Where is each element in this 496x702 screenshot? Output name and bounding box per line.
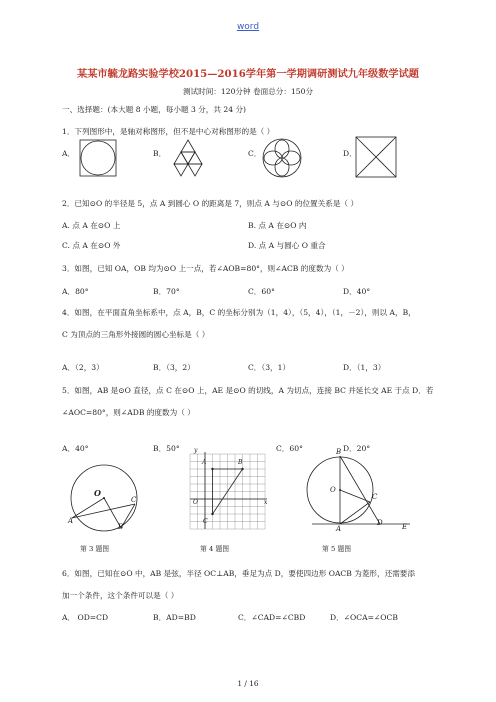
- q6-stem-line1: 6．如图，已知在⊙O 中，AB 是弦，半径 OC⊥AB，垂足为点 D，要使四边形 OACB 为菱形，还需要添: [62, 569, 415, 578]
- fig4-label-y: y: [194, 447, 198, 454]
- figure-4-caption: 第 4 题图: [200, 545, 230, 553]
- document-title: 某某市毓龙路实验学校2015—2016学年第一学期调研测试九年级数学试题: [77, 68, 419, 80]
- q4-stem-line2: C 为顶点的三角形外接圆的圆心坐标是（ ）: [62, 330, 210, 339]
- q2-option-d: D. 点 A 与圆心 O 重合: [248, 241, 326, 250]
- fig5-label-d: D: [377, 519, 383, 527]
- q1-option-d: D．: [343, 149, 357, 158]
- q6-option-b: B．AD=BD: [153, 613, 196, 622]
- q6-option-d: D．∠OCA=∠OCB: [330, 613, 398, 622]
- fig4-label-c: C: [203, 518, 208, 525]
- q5-stem-line1: 5．如图，AB 是⊙O 直径，点 C 在⊙O 上，AE 是⊙O 的切线，A 为切点，连接 BC 并延长交 AE 于点 D．若: [62, 386, 434, 395]
- q3-option-d: D．40°: [343, 287, 371, 296]
- q2-option-b: B. 点 A 在⊙O 内: [248, 221, 307, 230]
- fig3-label-c: C: [131, 496, 137, 504]
- figure-5-circle-diagram: [300, 452, 420, 532]
- figure-4-coordinate-grid: [186, 450, 272, 536]
- q4-option-b: B．（3，2）: [153, 363, 195, 372]
- exam-info: 测试时间：120分钟 卷面总分：150分: [182, 87, 314, 96]
- fig4-label-b: B: [238, 459, 243, 466]
- q6-option-a: A． OD=CD: [62, 613, 109, 622]
- q3-option-a: A．80°: [62, 287, 89, 296]
- q5-option-a: A．40°: [62, 444, 89, 453]
- fig3-label-b: B: [118, 523, 124, 531]
- q5-option-d: D．20°: [343, 444, 371, 453]
- point-a: [211, 468, 213, 470]
- q1-figure-b: [166, 138, 210, 178]
- fig3-label-a: A: [68, 517, 74, 525]
- q3-stem: 3．如图，已知 OA，OB 均为⊙O 上一点，若∠AOB=80°，则∠ACB 的度数为（ ）: [62, 264, 349, 273]
- fig4-label-x: x: [264, 499, 268, 506]
- section-heading: 一、选择题：(本大题 8 小题，每小题 3 分，共 24 分): [62, 105, 247, 114]
- fig5-label-c: C: [372, 493, 378, 501]
- q1-option-a: A．: [62, 149, 76, 158]
- q1-option-c: C．: [248, 149, 262, 158]
- point-c: [211, 513, 213, 515]
- q5-option-b: B．50°: [153, 444, 180, 453]
- q5-option-c: C．60°: [276, 444, 303, 453]
- fig4-label-origin: O: [193, 499, 198, 506]
- fig4-label-a: A: [202, 459, 207, 466]
- q4-option-c: C．（3，1）: [248, 363, 291, 372]
- q4-option-a: A．（2，3）: [62, 363, 104, 372]
- q1-option-b: B．: [153, 149, 167, 158]
- q6-stem-line2: 加一个条件，这个条件可以是（ ）: [62, 591, 179, 600]
- q3-option-b: B．70°: [153, 287, 180, 296]
- q2-stem: 2．已知⊙O 的半径是 5，点 A 到圆心 O 的距离是 7，则点 A 与⊙O 的位置关系是（ ）: [62, 199, 359, 208]
- q3-option-c: C．60°: [248, 287, 275, 296]
- q1-figure-d: [352, 134, 400, 180]
- q4-stem-line1: 4．如图，在平面直角坐标系中，点 A，B，C 的坐标分别为（1，4），（5，4），（1，－2），则以 A，B，: [62, 308, 416, 317]
- q1-figure-c: [259, 136, 305, 180]
- fig5-label-o: O: [330, 486, 336, 494]
- q4-option-d: D．（1，3）: [343, 363, 386, 372]
- fig3-label-o: O: [94, 488, 101, 498]
- header-word-link[interactable]: word: [236, 22, 260, 32]
- q6-option-c: C．∠CAD=∠CBD: [238, 613, 306, 622]
- fig5-label-b: B: [336, 448, 342, 456]
- page-number: 1 / 16: [237, 679, 259, 688]
- q1-figure-a: [76, 136, 120, 180]
- fig5-label-e: E: [402, 523, 408, 531]
- point-b: [241, 468, 243, 470]
- q1-stem: 1．下列图形中，是轴对称图形，但不是中心对称图形的是（ ）: [62, 127, 275, 136]
- figure-3-caption: 第 3 题图: [80, 545, 110, 553]
- q5-stem-line2: ∠AOC=80°，则∠ADB 的度数为（ ）: [62, 408, 195, 417]
- figure-5-caption: 第 5 题图: [322, 545, 352, 553]
- q2-option-c: C. 点 A 在⊙O 外: [62, 241, 121, 250]
- q2-option-a: A. 点 A 在⊙O 上: [62, 221, 121, 230]
- fig5-label-a: A: [336, 525, 342, 533]
